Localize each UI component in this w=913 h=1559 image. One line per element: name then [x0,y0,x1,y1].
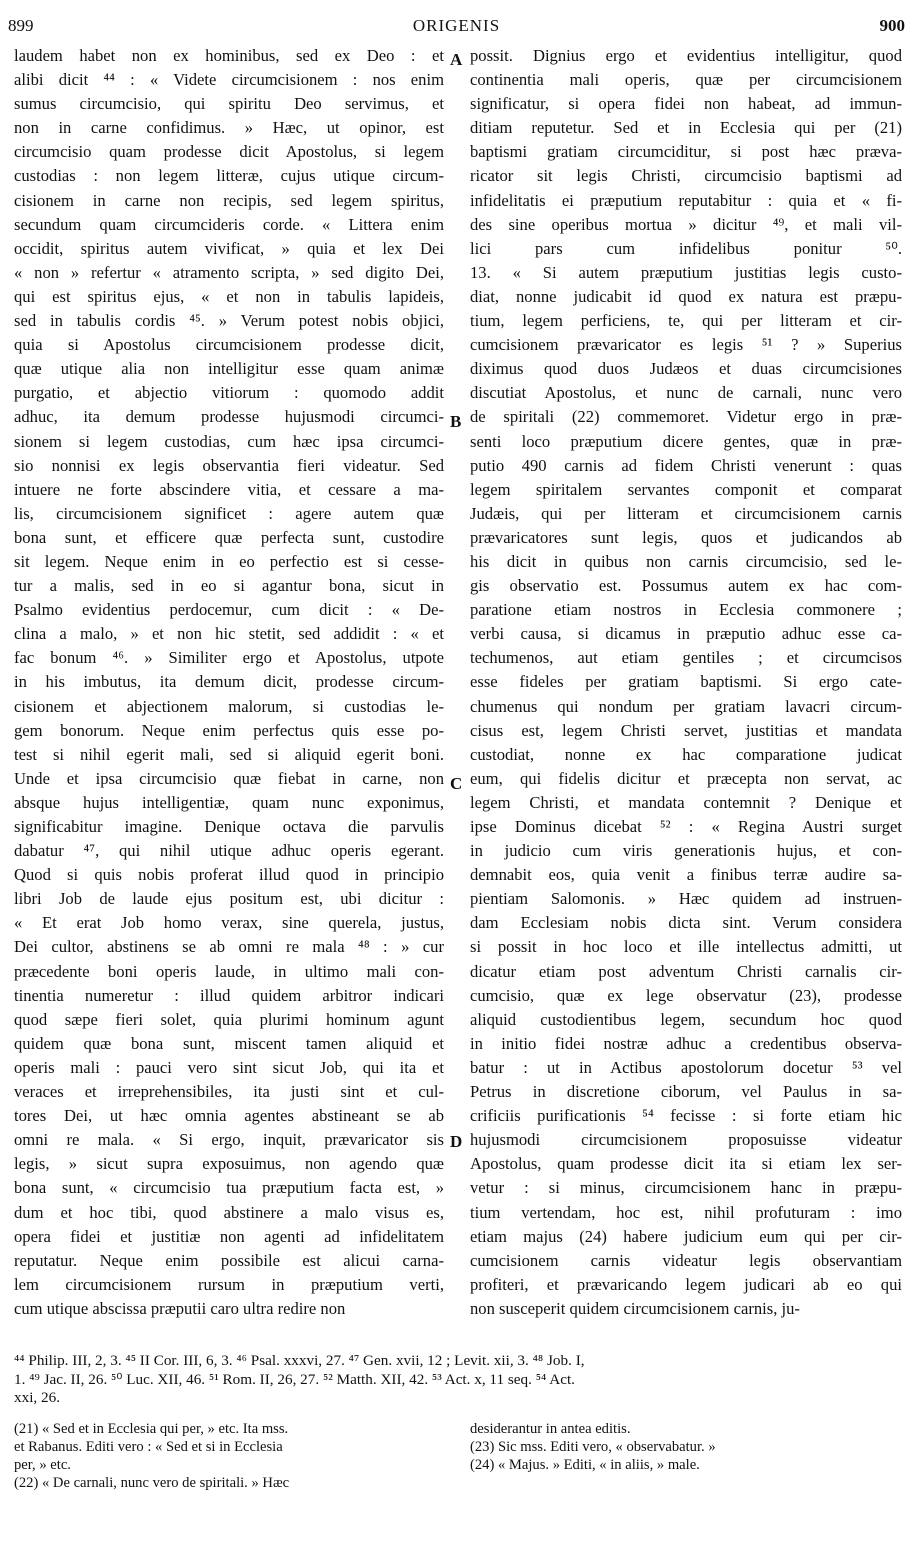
text-line: ricator sit legis Christi, circumcisio baptismi ad [470,166,902,186]
text-line: techumenos, aut etiam gentiles ; et circumcisos [470,648,902,668]
margin-letter-c: C [450,774,463,793]
text-line: cumcisionem carnis videatur legis observantiam [470,1250,902,1270]
text-line: his dicit in quibus non carnis circumcisio, sed le- [470,551,902,571]
text-line: veraces et irreprehensibiles, ita justi sint et cul- [14,1082,444,1102]
text-line: purgatio, et abjectio vitiorum : quomodo addit [14,383,444,403]
text-line: absque hujus intelligentiæ, quam nunc exponimus, [14,792,444,812]
text-line: batur : ut in Actibus apostolorum docetur ⁵³ vel [470,1057,902,1077]
text-line: gem bonorum. Neque enim perfectus quis esse po- [14,720,444,740]
text-line: « Et erat Job homo verax, sine querela, justus, [14,913,444,933]
text-line: Judæis, qui per litteram et circumcisionem carnis [470,503,902,523]
text-line: demnabit eos, quia venit a finibus terræ audire sa- [470,865,902,885]
text-line: ipse Dominus dicebat ⁵² : « Regina Austri surget [470,817,902,836]
right-text-column [470,44,902,1344]
editorial-notes-left [14,1420,434,1492]
text-line: continentia mali operis, quæ per circumcisionem [470,70,902,90]
text-line: per, » etc. [14,1457,71,1473]
text-line: possit. Dignius ergo et evidentius intelligitur, quod [470,46,902,65]
text-line: circumcisio quam prodesse dicit Apostolus, si legem [14,142,444,162]
text-line: clina a malo, » et non hic stetit, sed addidit : « et [14,624,444,644]
text-line: chumenus qui nondum per gratiam lavacri circum- [470,696,902,716]
text-line: cumcisio, quæ ex lege observatur (23), prodesse [470,985,902,1005]
text-line: putio 490 carnis ad fidem Christi venerunt : quas [470,455,902,475]
text-line: sionem si legem custodias, cum hæc ipsa circumci- [14,431,444,451]
text-line: custodias : non legem litteræ, cujus utique circum- [14,166,444,186]
text-line: lem circumcisionem rursum in præputium verti, [14,1274,444,1294]
text-line: hujusmodi circumcisionem proposuisse videatur [470,1130,902,1150]
text-line: legis, » sicut supra exposuimus, non agendo quæ [14,1154,444,1174]
margin-letter-d: D [450,1132,463,1151]
text-line: Quod si quis nobis proferat illud quod in principio [14,865,444,885]
text-line: senti loco præputium dicere gentes, quæ in præ- [470,431,902,451]
text-line: tur a malis, sed in eo si agantur bona, sicut in [14,576,444,596]
text-line: omni re mala. « Si ergo, inquit, prævaricator sis [14,1130,444,1150]
page-number-left: 899 [8,16,34,35]
text-line: sed in tabulis cordis ⁴⁵. » Verum potest nobis objici, [14,311,444,331]
left-text-column [14,44,444,1344]
text-line: baptismi gratiam circumciditur, si post hæc præva- [470,142,902,162]
text-line: ditiam reputetur. Sed et in Ecclesia qui per (21) [470,118,902,138]
text-line: reputatur. Neque enim possibile est alicui carna- [14,1250,444,1270]
text-line: significabitur imagine. Denique octava die parvulis [14,817,444,836]
text-line: non susceperit quidem circumcisionem carnis, ju- [470,1298,800,1318]
page-number-right: 900 [879,16,905,35]
text-line: gis observatio est. Possumus autem ex hac com- [470,576,902,596]
text-line: 1. ⁴⁹ Jac. II, 26. ⁵⁰ Luc. XII, 46. ⁵¹ Rom. II, 26, 27. ⁵² Matth. XII, 42. ⁵³ Act. x, 11 seq. ⁵⁴ Act. [14,1370,575,1388]
text-line: lis, circumcisionem significet : agere autem quæ [14,503,444,523]
text-line: præcedente boni operis laude, in ultimo mali con- [14,961,444,981]
text-line: operis mali : pauci vero sint sicut Job, qui ita et [14,1057,444,1077]
text-line: alibi dicit ⁴⁴ : « Videte circumcisionem : nos enim [14,70,444,90]
text-line: cisionem et abjectionem malorum, si custodias le- [14,696,444,716]
text-line: pientiam Salomonis. » Hæc quidem ad instruen- [470,889,902,909]
text-line: Dei cultor, abstinens se ab omni re mala ⁴⁸ : » cur [14,937,444,957]
margin-letter-a: A [450,50,463,69]
text-line: bona sunt, « circumcisio tua præputium facta est, » [14,1178,444,1198]
text-line: vetur : si minus, circumcisionem hanc in præpu- [470,1178,902,1198]
text-line: eum, qui fidelis dicitur et præcepta non servat, ac [470,768,902,788]
text-line: xxi, 26. [14,1389,60,1406]
text-line: discutiat Apostolus, et nunc de carnali, nunc vero [470,383,902,403]
editorial-notes-right [470,1420,890,1474]
margin-letter-b: B [450,412,462,431]
text-line: dabatur ⁴⁷, qui nihil utique adhuc operis egerant. [14,841,444,861]
text-line: sit legem. Neque enim in eo perfectio est si cesse- [14,551,444,571]
text-line: secundum quam circumcideris corde. « Littera enim [14,214,444,234]
text-line: test si nihil egerit mali, sed si aliquid egerit boni. [14,744,444,764]
text-line: lici pars cum infidelibus ponitur ⁵⁰. [470,238,902,258]
text-line: Apostolus, quam prodesse dicit ita si etiam lex ser- [470,1154,902,1174]
text-line: (24) « Majus. » Editi, « in aliis, » male. [470,1457,700,1473]
running-header [0,8,913,48]
text-line: cumcisionem prævaricator es legis ⁵¹ ? » Superius [470,335,902,355]
text-line: profiteri, et prævaricando legem judicari ab eo qui [470,1274,902,1294]
text-line: in initio fidei nostræ adhuc a credentibus observa- [470,1033,902,1053]
text-line: laudem habet non ex hominibus, sed ex Deo : et [14,46,444,65]
text-line: fac bonum ⁴⁶. » Similiter ergo et Apostolus, utpote [14,648,444,668]
text-line: cisionem in carne non recipis, sed legem spiritus, [14,190,444,210]
text-line: legem Christi, et mandata contemnit ? Denique et [470,792,902,812]
text-line: Psalmo evidentius perdocemur, cum dicit : « De- [14,600,444,620]
text-line: legem spiritalem servantes componit et comparat [470,479,902,499]
text-line: quia si Apostolus circumcisionem prodesse dicit, [14,335,444,355]
text-line: significatur, si opera fidei non habeat, ad immun- [470,94,902,114]
text-line: custodiat, nonne ex hac comparatione judicat [470,744,902,764]
text-line: tium vertendam, hoc est, nihil profuturam : imo [470,1202,902,1222]
text-line: dicatur etiam post adventum Christi carnalis cir- [470,961,902,981]
text-line: qui est spiritus ejus, « et non in tabulis lapideis, [14,286,444,306]
text-line: (22) « De carnali, nunc vero de spiritali. » Hæc [14,1475,290,1491]
text-line: des sine operibus mortua » dicitur ⁴⁹, et mali vil- [470,214,902,234]
text-line: (23) Sic mss. Editi vero, « observabatur. » [470,1439,716,1455]
text-line: quod sæpe fieri solet, quia plurimi hominum agunt [14,1009,444,1029]
text-line: infidelitatis ei præputium reputabitur : quia et « fi- [470,190,902,210]
text-line: ⁴⁴ Philip. III, 2, 3. ⁴⁵ II Cor. III, 6, 3. ⁴⁶ Psal. xxxvi, 27. ⁴⁷ Gen. xvii, 12 ; Levit. xii, 3. ⁴⁸ Job. I, [14,1352,585,1369]
text-line: quæ utique alia non intelligitur esse quam animæ [14,359,444,379]
text-line: sumus circumcisio, qui spiritu Deo servimus, et [14,94,444,114]
text-line: de spiritali (22) commemoret. Videtur ergo in præ- [470,407,902,427]
text-line: opera fidei et justitiæ non agenti ad infidelitatem [14,1226,444,1246]
text-line: cum utique abscissa præputii caro ultra redire non [14,1298,346,1318]
text-line: crificiis purificationis ⁵⁴ fecisse : si forte etiam hic [470,1106,902,1126]
text-line: verbi causa, si dicamus in præputio adhuc esse ca- [470,624,902,644]
text-line: occidit, spiritus autem vivificat, » quia et lex Dei [14,238,444,258]
text-line: Unde et ipsa circumcisio quæ fiebat in carne, non [14,768,444,788]
text-line: esse fideles per gratiam baptismi. Si ergo cate- [470,672,902,692]
text-line: diat, nonne judicabit id quod ex natura est præpu- [470,286,902,306]
text-line: paratione etiam nostros in Ecclesia commonere ; [470,600,902,620]
text-line: tium, legem perficiens, te, qui per litteram et cir- [470,311,902,331]
text-line: 13. « Si autem præputium justitias legis custo- [470,262,902,282]
text-line: bona sunt, et efficere quæ perfecta sunt, custodire [14,527,444,547]
scripture-footnotes [14,1352,904,1408]
text-line: intuere ne forte abscindere vitia, et cessare a ma- [14,479,444,499]
text-line: « non » refertur « atramento scripta, » sed digito Dei, [14,262,444,282]
text-line: libri Job de laude ejus positum est, ubi dicitur : [14,889,444,909]
running-title: ORIGENIS [412,16,501,35]
text-line: Petrus in discretione ciborum, vel Paulus in sa- [470,1082,902,1102]
text-line: non in carne confidimus. » Hæc, ut opinor, est [14,118,444,138]
text-line: tores Dei, ut hæc omnia agentes abstineant se ab [14,1106,444,1126]
text-line: diximus quod duos Judæos et duas circumcisiones [470,359,902,379]
text-line: prævaricatores sunt legis, quos et judicandos ab [470,527,902,547]
text-line: tinentia numeretur : illud quidem arbitror indicari [14,985,444,1005]
text-line: in his imbutus, ita demum dicit, prodesse circum- [14,672,444,692]
text-line: (21) « Sed et in Ecclesia qui per, » etc. Ita mss. [14,1421,289,1437]
text-line: si possit in hoc loco et ille intellectus admitti, ut [470,937,902,957]
text-line: in judicio cum viris generationis hujus, et con- [470,841,902,861]
text-line: et Rabanus. Editi vero : « Sed et si in Ecclesia [14,1439,283,1455]
text-line: quidem quæ bona sunt, miscent tamen aliquid et [14,1033,444,1053]
text-line: aliquid custodientibus legem, secundum hoc quod [470,1009,902,1029]
text-line: cisus est, legem Christi servet, justitias et mandata [470,720,902,740]
text-line: desiderantur in antea editis. [470,1421,631,1437]
text-line: dam Ecclesiam nobis dicta sint. Verum considera [470,913,902,933]
text-line: adhuc, ita demum prodesse hujusmodi circumci- [14,407,444,427]
text-line: sio nonnisi ex legis observantia fieri videatur. Sed [14,455,444,475]
text-line: etiam majus (24) habere judicium eum qui per cir- [470,1226,902,1246]
text-line: dum et hoc tibi, quod abstinere a malo visus es, [14,1202,444,1222]
